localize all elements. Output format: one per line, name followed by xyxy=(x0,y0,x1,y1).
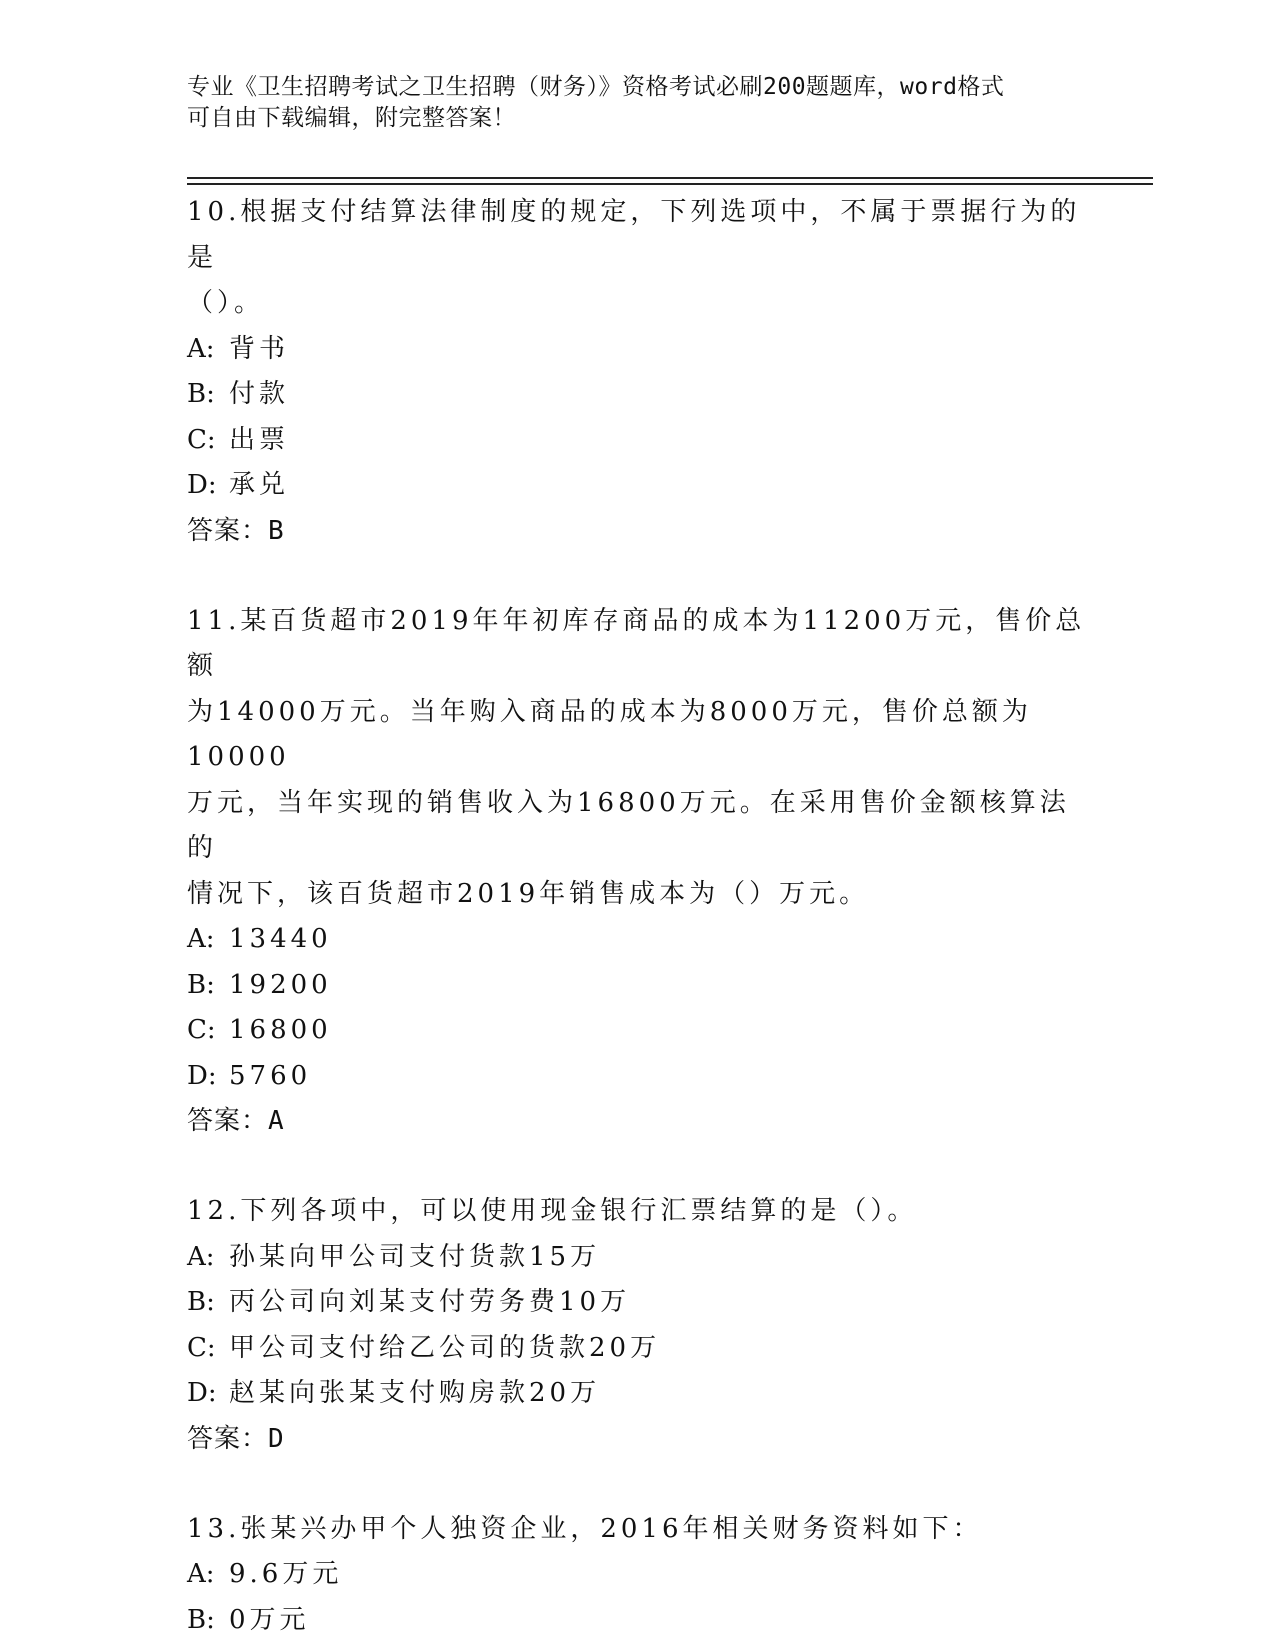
option-text: 丙公司向刘某支付劳务费10万 xyxy=(229,1287,631,1317)
header-divider-top xyxy=(187,177,1153,179)
option-key: B: xyxy=(187,1604,215,1635)
option-text: 出票 xyxy=(229,424,290,455)
option-c xyxy=(187,418,1087,464)
option-text: 甲公司支付给乙公司的货款20万 xyxy=(229,1332,661,1363)
header-divider-bottom xyxy=(187,183,1153,185)
question-text-line: 11.某百货超市2019年年初库存商品的成本为11200万元，售价总额 xyxy=(187,605,1086,681)
option-key: A: xyxy=(187,1241,215,1272)
option-text: 19200 xyxy=(229,969,332,1000)
option-d xyxy=(187,1371,1087,1417)
option-key: C: xyxy=(187,1015,216,1045)
header-line-2: 可自由下载编辑，附完整答案！ xyxy=(187,105,516,131)
question-text-line: 12.下列各项中，可以使用现金银行汇票结算的是（）。 xyxy=(187,1196,918,1226)
option-a xyxy=(187,1235,1087,1281)
question-12 xyxy=(187,1189,1087,1462)
option-key: B: xyxy=(187,969,215,1000)
question-spacer xyxy=(187,1462,1087,1507)
document-header xyxy=(187,72,1067,134)
option-text: 13440 xyxy=(229,924,332,954)
option-key: C: xyxy=(187,424,216,455)
option-text: 孙某向甲公司支付货款15万 xyxy=(229,1241,601,1272)
option-key: B: xyxy=(187,1287,215,1317)
option-key: B: xyxy=(187,379,215,409)
option-key: D: xyxy=(187,1060,217,1091)
option-d xyxy=(187,463,1087,509)
question-10 xyxy=(187,190,1087,554)
question-text-line: （）。 xyxy=(187,288,265,318)
option-text: 0万元 xyxy=(229,1604,310,1635)
option-key: D: xyxy=(187,1378,217,1408)
question-text-line: 万元，当年实现的销售收入为16800万元。在采用售价金额核算法的 xyxy=(187,787,1070,863)
question-spacer xyxy=(187,554,1087,599)
option-key: A: xyxy=(187,1559,215,1589)
option-c xyxy=(187,1326,1087,1372)
option-text: 9.6万元 xyxy=(229,1559,343,1589)
question-spacer xyxy=(187,1144,1087,1189)
question-text-line: 为14000万元。当年购入商品的成本为8000万元，售价总额为10000 xyxy=(187,696,1032,772)
option-d xyxy=(187,1054,1087,1100)
option-b xyxy=(187,1598,1087,1644)
option-key: A: xyxy=(187,924,215,954)
option-key: A: xyxy=(187,333,215,364)
header-line-1: 专业《卫生招聘考试之卫生招聘（财务）》资格考试必刷200题题库，word格式 xyxy=(187,74,1005,100)
option-text: 赵某向张某支付购房款20万 xyxy=(229,1378,601,1408)
answer-line: 答案：A xyxy=(187,1106,285,1136)
question-11 xyxy=(187,599,1087,1145)
option-text: 付款 xyxy=(229,379,290,409)
question-text-line: 情况下，该百货超市2019年销售成本为（）万元。 xyxy=(187,878,870,909)
question-text-line: 13.张某兴办甲个人独资企业，2016年相关财务资料如下： xyxy=(187,1513,983,1544)
answer-line: 答案：B xyxy=(187,515,285,546)
option-b xyxy=(187,963,1087,1009)
option-a xyxy=(187,1552,1087,1598)
question-13 xyxy=(187,1507,1087,1644)
answer-line: 答案：D xyxy=(187,1423,285,1454)
option-c xyxy=(187,1008,1087,1054)
option-text: 背书 xyxy=(229,333,290,364)
question-list xyxy=(187,190,1087,1643)
option-key: D: xyxy=(187,470,217,500)
question-text-line: 10.根据支付结算法律制度的规定，下列选项中，不属于票据行为的是 xyxy=(187,197,1081,273)
option-key: C: xyxy=(187,1332,216,1363)
option-b xyxy=(187,1280,1087,1326)
option-text: 承兑 xyxy=(229,470,290,500)
option-text: 5760 xyxy=(229,1060,312,1091)
option-a xyxy=(187,327,1087,373)
option-b xyxy=(187,372,1087,418)
option-text: 16800 xyxy=(229,1015,332,1045)
option-a xyxy=(187,917,1087,963)
